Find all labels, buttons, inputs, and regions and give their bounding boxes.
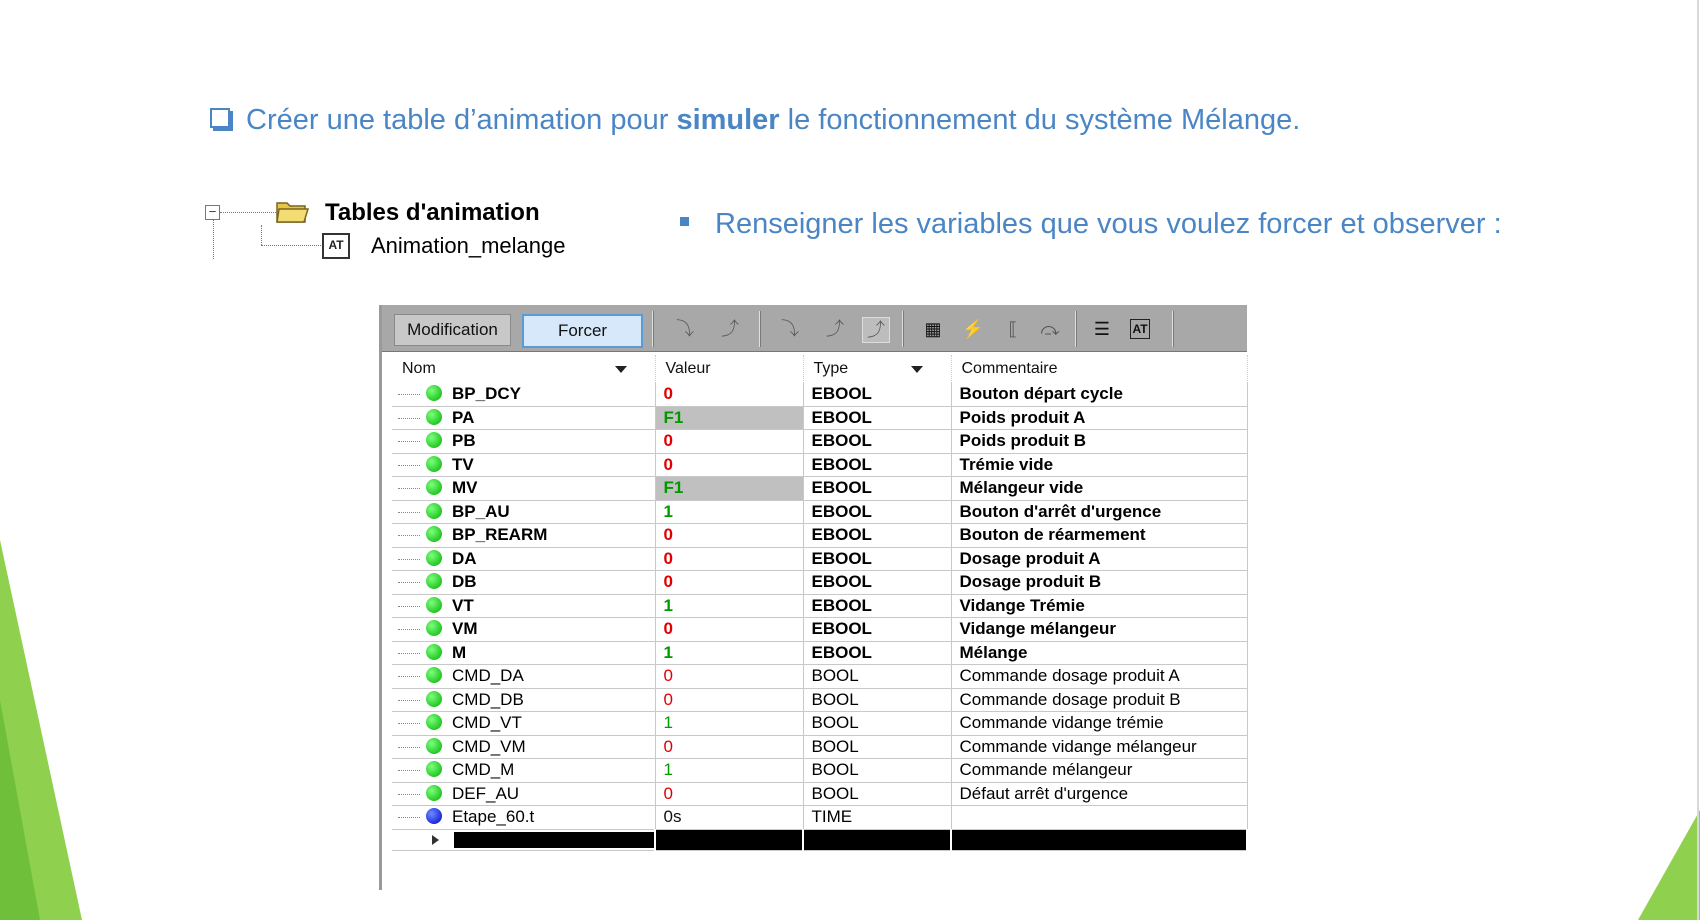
variable-status-icon [426,597,442,613]
variable-type-cell: EBOOL [803,594,951,618]
variable-comment-cell[interactable]: Bouton de réarmement [951,524,1247,548]
variable-name: DA [452,548,477,568]
variable-name-cell[interactable] [392,571,655,595]
variable-type-cell: EBOOL [803,500,951,524]
variable-type-cell: BOOL [803,688,951,712]
variable-name-cell[interactable] [392,665,655,689]
variable-name-cell[interactable] [392,759,655,783]
new-entry-type-cell[interactable] [803,829,951,850]
variable-comment-cell[interactable]: Commande dosage produit A [951,665,1247,689]
dropdown-arrow-icon[interactable] [911,366,923,373]
variable-comment-cell[interactable]: Poids produit A [951,406,1247,430]
variable-status-icon [426,526,442,542]
variable-status-icon [426,432,442,448]
table-row[interactable] [392,430,1247,454]
variable-name: Etape_60.t [452,807,535,827]
table-edit-icon[interactable]: ☰ [1093,319,1111,339]
table-row[interactable] [392,806,1247,830]
table-row[interactable] [392,665,1247,689]
variable-comment-cell[interactable]: Défaut arrêt d'urgence [951,782,1247,806]
variable-status-icon [426,409,442,425]
variable-name: BP_DCY [452,384,521,404]
variable-name-cell[interactable] [392,594,655,618]
variable-value-cell[interactable]: F1 [655,477,803,501]
instruction-text: Renseigner les variables que vous voulez forcer et observer : [715,208,1502,240]
variable-comment-cell[interactable]: Dosage produit A [951,547,1247,571]
column-header-type[interactable] [803,355,951,383]
variable-comment-cell[interactable]: Mélange [951,641,1247,665]
variable-value-cell[interactable]: 1 [655,712,803,736]
variable-type-cell: BOOL [803,782,951,806]
variable-name-cell[interactable] [392,688,655,712]
variable-name-cell[interactable] [392,618,655,642]
variable-status-icon [426,479,442,495]
variable-status-icon [426,620,442,636]
variable-name: VM [452,619,478,639]
variable-status-icon [426,761,442,777]
variable-type-cell: EBOOL [803,406,951,430]
variable-type-cell: EBOOL [803,618,951,642]
variable-value-cell[interactable]: 1 [655,594,803,618]
variable-name-cell[interactable] [392,547,655,571]
variable-type-cell: BOOL [803,665,951,689]
variable-name: CMD_M [452,760,515,780]
new-entry-row[interactable] [392,829,1247,850]
variable-name: CMD_DA [452,666,524,686]
variable-type-cell: EBOOL [803,524,951,548]
variable-comment-cell[interactable]: Bouton d'arrêt d'urgence [951,500,1247,524]
square-bullet-icon [680,217,689,226]
variable-value-cell[interactable]: 0 [655,688,803,712]
variable-type-cell: EBOOL [803,571,951,595]
variable-value-cell[interactable]: 0s [655,806,803,830]
table-row[interactable] [392,524,1247,548]
variable-value-cell[interactable]: 0 [655,571,803,595]
variable-comment-cell[interactable]: Commande mélangeur [951,759,1247,783]
folder-icon [275,197,309,225]
variable-value-cell[interactable]: 1 [655,759,803,783]
variable-status-icon [426,738,442,754]
variable-name-cell[interactable] [392,806,655,830]
column-header-valeur-label: Valeur [665,360,711,377]
variable-value-cell[interactable]: 0 [655,453,803,477]
animation-table-icon: AT [322,233,350,259]
slide-heading [210,104,1300,137]
variable-comment-cell[interactable]: Commande vidange trémie [951,712,1247,736]
set-to-one-icon[interactable]: ⤴ [826,319,844,339]
variable-name-cell[interactable] [392,383,655,406]
lightning-icon[interactable]: ⚡ [961,319,985,339]
variable-comment-cell[interactable]: Vidange Trémie [951,594,1247,618]
variable-value-cell[interactable]: F1 [655,406,803,430]
variable-value-cell[interactable]: 1 [655,500,803,524]
table-row[interactable] [392,782,1247,806]
heading-suffix: le fonctionnement du système Mélange. [779,104,1301,136]
tree-folder-label[interactable]: Tables d'animation [325,199,540,226]
variable-name-cell[interactable] [392,453,655,477]
variable-type-cell: EBOOL [803,547,951,571]
variable-comment-cell[interactable]: Vidange mélangeur [951,618,1247,642]
variable-comment-cell[interactable]: Mélangeur vide [951,477,1247,501]
variable-name-cell[interactable] [392,524,655,548]
table-row[interactable] [392,735,1247,759]
table-row[interactable] [392,712,1247,736]
variable-name: PB [452,431,476,451]
variable-value-cell[interactable]: 0 [655,665,803,689]
variable-type-cell: EBOOL [803,453,951,477]
right-decoration [1620,0,1700,920]
force-to-one-icon[interactable]: ⤴ [721,319,739,339]
table-row[interactable] [392,571,1247,595]
table-row[interactable] [392,547,1247,571]
variable-name-cell[interactable] [392,477,655,501]
variable-name: VT [452,595,474,615]
variable-value-cell[interactable]: 0 [655,383,803,406]
table-row[interactable] [392,688,1247,712]
variable-comment-cell[interactable]: Poids produit B [951,430,1247,454]
variable-type-cell: BOOL [803,759,951,783]
dropdown-arrow-icon[interactable] [615,366,627,373]
forcer-button[interactable]: Forcer [522,314,643,348]
variable-value-cell[interactable]: 0 [655,524,803,548]
variable-name-cell[interactable] [392,712,655,736]
variable-status-icon [426,456,442,472]
column-header-nom-label: Nom [402,360,436,377]
variable-value-cell[interactable]: 1 [655,641,803,665]
set-to-zero-icon[interactable]: ⤵ [781,319,799,339]
table-row[interactable] [392,406,1247,430]
variable-status-icon [426,808,442,824]
variable-value-cell[interactable]: 0 [655,547,803,571]
unforce-icon[interactable]: ⤴ [862,317,890,343]
force-to-zero-icon[interactable]: ⤵ [676,319,694,339]
variable-type-cell: EBOOL [803,430,951,454]
variable-comment-cell[interactable] [951,806,1247,830]
variable-name: CMD_DB [452,689,524,709]
variable-comment-cell[interactable]: Bouton départ cycle [951,383,1247,406]
tree-item-animation-melange[interactable]: Animation_melange [371,233,566,258]
table-row[interactable] [392,594,1247,618]
variable-type-cell: EBOOL [803,477,951,501]
table-row[interactable] [392,618,1247,642]
instruction-bullet [680,208,1502,241]
collapse-icon[interactable]: − [205,205,220,220]
variable-type-cell: EBOOL [803,383,951,406]
checkbox-bullet-icon [210,108,230,128]
table-row[interactable] [392,500,1247,524]
table-row[interactable] [392,477,1247,501]
project-tree [205,195,585,265]
column-header-nom[interactable] [392,355,655,383]
new-entry-name-cell[interactable] [392,829,655,850]
variable-comment-cell[interactable]: Dosage produit B [951,571,1247,595]
variable-status-icon [426,667,442,683]
variable-name: TV [452,454,474,474]
table-row[interactable] [392,383,1247,406]
left-decoration [0,0,100,920]
variable-name-cell[interactable] [392,641,655,665]
table-row[interactable] [392,759,1247,783]
variable-status-icon [426,550,442,566]
variables-table [392,355,1248,851]
variable-status-icon [426,714,442,730]
variable-name: PA [452,407,475,427]
step-icon[interactable]: ⤼ [1040,319,1060,339]
variable-type-cell: BOOL [803,712,951,736]
variable-name: CMD_VM [452,736,526,756]
variable-name-cell[interactable] [392,430,655,454]
column-header-commentaire[interactable] [951,355,1247,383]
variable-status-icon [426,785,442,801]
variable-comment-cell[interactable]: Trémie vide [951,453,1247,477]
variable-name: BP_REARM [452,525,548,545]
new-entry-comment-cell[interactable] [951,829,1247,850]
column-header-valeur[interactable] [655,355,803,383]
new-entry-value-cell[interactable] [655,829,803,850]
variable-name: M [452,642,467,662]
variable-type-cell: BOOL [803,735,951,759]
heading-bold: simuler [676,104,780,136]
variable-comment-cell[interactable]: Commande vidange mélangeur [951,735,1247,759]
table-row[interactable] [392,641,1247,665]
variable-value-cell[interactable]: 0 [655,782,803,806]
variable-value-cell[interactable]: 0 [655,735,803,759]
variable-name: MV [452,478,478,498]
variable-name: CMD_VT [452,713,522,733]
variable-name-cell[interactable] [392,406,655,430]
variable-value-cell[interactable]: 0 [655,430,803,454]
variable-name: BP_AU [452,501,510,521]
at-icon[interactable]: AT [1130,319,1150,339]
column-header-commentaire-label: Commentaire [961,360,1058,377]
variable-name-cell[interactable] [392,500,655,524]
variable-status-icon [426,644,442,660]
variable-type-cell: EBOOL [803,641,951,665]
bracket-icon[interactable]: ⟦ [1008,319,1018,339]
variable-name-cell[interactable] [392,782,655,806]
table-row[interactable] [392,453,1247,477]
variable-status-icon [426,385,442,401]
variable-name-cell[interactable] [392,735,655,759]
modification-button[interactable]: Modification [394,314,511,346]
variable-status-icon [426,691,442,707]
variable-type-cell: TIME [803,806,951,830]
toolbar [382,305,1247,352]
variable-name: DEF_AU [452,783,520,803]
heading-prefix: Créer une table d’animation pour [246,104,677,136]
row-pointer-icon [432,835,439,845]
column-header-type-label: Type [813,360,849,377]
variable-status-icon [426,503,442,519]
grid-icon[interactable]: ▦ [924,319,942,339]
variable-status-icon [426,573,442,589]
variable-name: DB [452,572,477,592]
animation-table-window [379,305,1247,890]
variable-comment-cell[interactable]: Commande dosage produit B [951,688,1247,712]
variable-value-cell[interactable]: 0 [655,618,803,642]
